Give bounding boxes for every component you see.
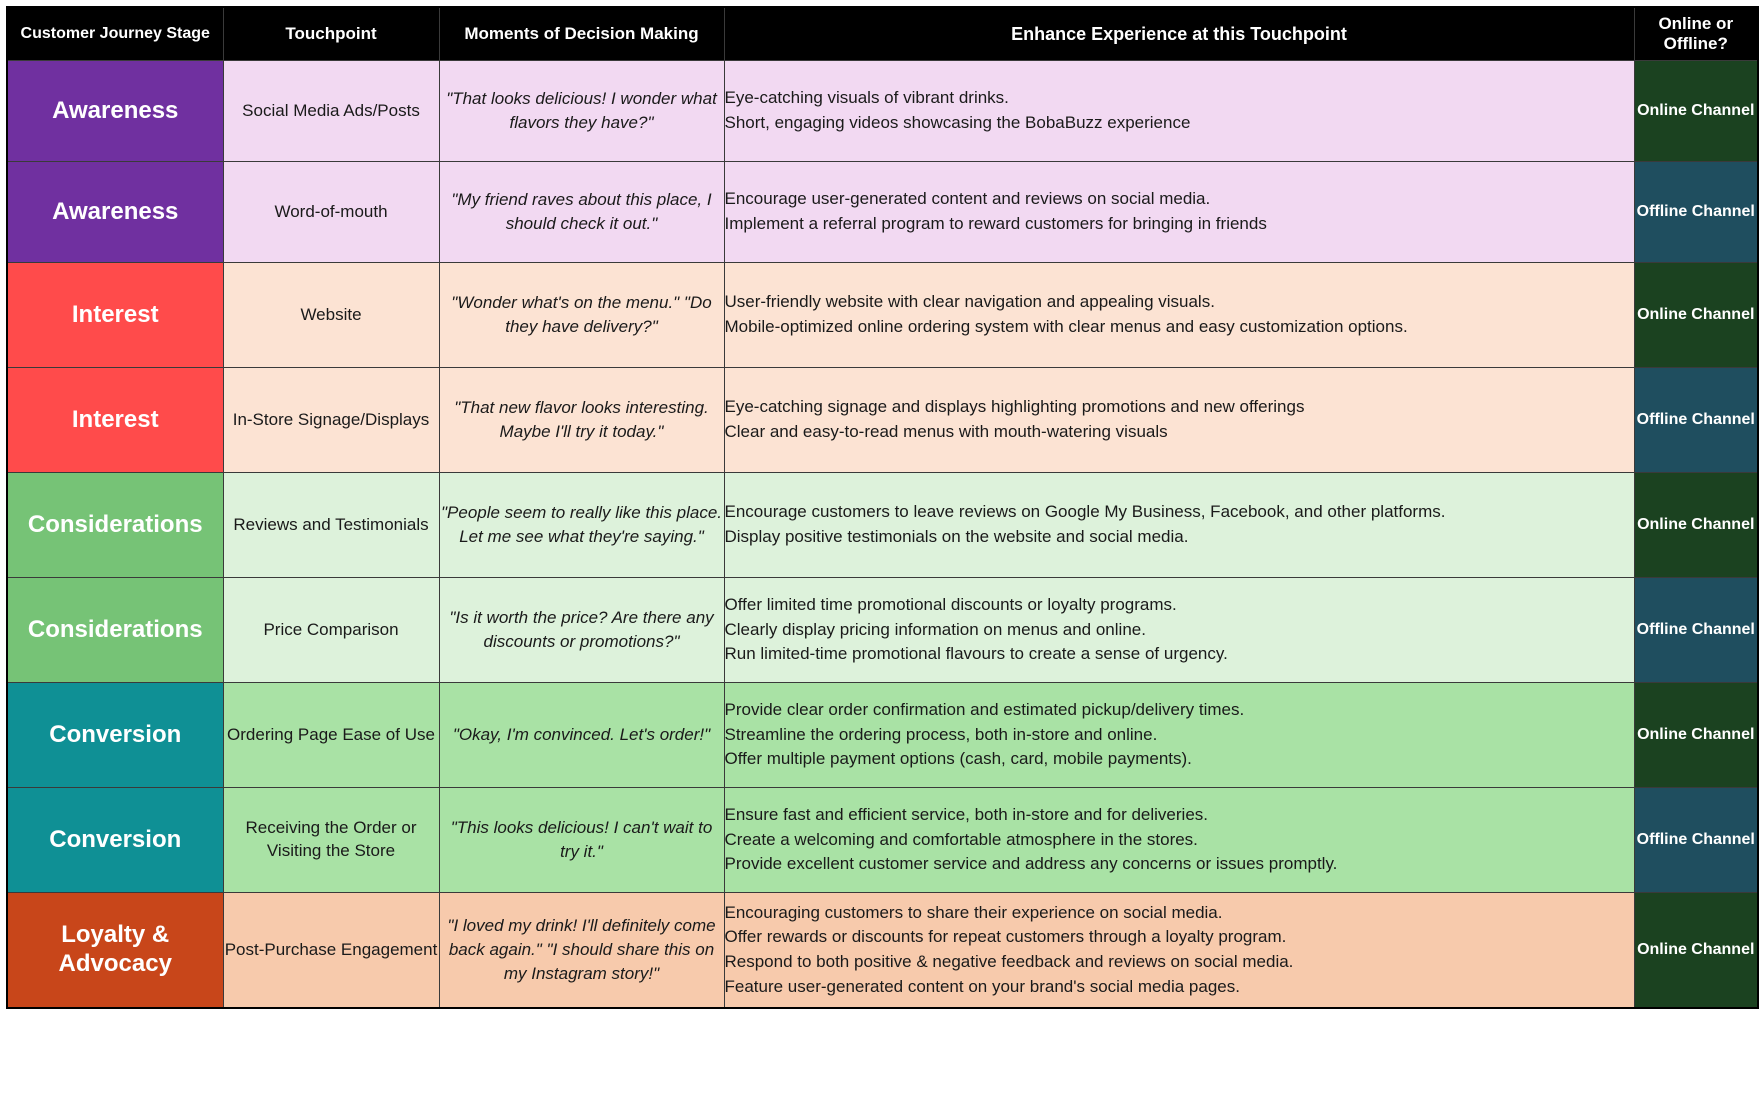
enhance-line: Encourage user-generated content and reviews on social media. [724, 189, 1211, 209]
enhance-cell [724, 578, 1634, 683]
enhance-line: Respond to both positive & negative feedback and reviews on social media. [724, 952, 1294, 971]
enhance-line: Provide excellent customer service and address any concerns or issues promptly. [724, 854, 1338, 874]
column-header-touchpoint: Touchpoint [223, 7, 439, 61]
channel-cell: Online Channel [1634, 473, 1758, 578]
enhance-line: Feature user-generated content on your brand's social media pages. [724, 976, 1240, 996]
moment-cell: "Wonder what's on the menu." "Do they have delivery?" [439, 263, 724, 368]
table-row [7, 61, 1758, 162]
touchpoint-cell: Reviews and Testimonials [223, 473, 439, 578]
moment-cell: "My friend raves about this place, I should check it out." [439, 162, 724, 263]
table-row [7, 162, 1758, 263]
moment-cell: "Is it worth the price? Are there any discounts or promotions?" [439, 578, 724, 683]
touchpoint-cell: Word-of-mouth [223, 162, 439, 263]
enhance-cell [724, 263, 1634, 368]
channel-cell: Online Channel [1634, 61, 1758, 162]
touchpoint-cell: Social Media Ads/Posts [223, 61, 439, 162]
moment-cell: "This looks delicious! I can't wait to try it." [439, 788, 724, 893]
touchpoint-cell: Ordering Page Ease of Use [223, 683, 439, 788]
stage-cell: Loyalty & Advocacy [7, 893, 223, 1009]
table-header [7, 7, 1758, 61]
channel-cell: Online Channel [1634, 263, 1758, 368]
channel-cell: Online Channel [1634, 893, 1758, 1009]
table-row [7, 578, 1758, 683]
enhance-line: Offer multiple payment options (cash, card, mobile payments). [724, 749, 1192, 769]
enhance-cell [724, 788, 1634, 893]
table-row [7, 368, 1758, 473]
enhance-line: Clear and easy-to-read menus with mouth-watering visuals [724, 422, 1168, 441]
touchpoint-cell: Price Comparison [223, 578, 439, 683]
enhance-line: Implement a referral program to reward customers for bringing in friends [724, 214, 1267, 233]
table-row [7, 683, 1758, 788]
channel-cell: Offline Channel [1634, 368, 1758, 473]
enhance-line: User-friendly website with clear navigation and appealing visuals. [724, 292, 1215, 312]
enhance-line: Run limited-time promotional flavours to create a sense of urgency. [724, 644, 1228, 664]
header-row [7, 7, 1758, 61]
moment-cell: "People seem to really like this place. Let me see what they're saying." [439, 473, 724, 578]
enhance-line: Clearly display pricing information on menus and online. [724, 619, 1146, 639]
enhance-line: Offer rewards or discounts for repeat customers through a loyalty program. [724, 927, 1287, 947]
enhance-line: Streamline the ordering process, both in-store and online. [724, 724, 1158, 744]
stage-cell: Interest [7, 263, 223, 368]
touchpoint-cell: Website [223, 263, 439, 368]
table-row [7, 473, 1758, 578]
enhance-line: Ensure fast and efficient service, both in-store and for deliveries. [724, 805, 1208, 825]
column-header-channel: Online or Offline? [1634, 7, 1758, 61]
enhance-line: Create a welcoming and comfortable atmosphere in the stores. [724, 829, 1198, 849]
stage-cell: Considerations [7, 473, 223, 578]
channel-cell: Offline Channel [1634, 578, 1758, 683]
enhance-cell [724, 162, 1634, 263]
enhance-cell [724, 368, 1634, 473]
touchpoint-cell: In-Store Signage/Displays [223, 368, 439, 473]
stage-cell: Interest [7, 368, 223, 473]
enhance-cell [724, 893, 1634, 1009]
enhance-line: Eye-catching visuals of vibrant drinks. [724, 88, 1009, 108]
table-row [7, 263, 1758, 368]
stage-cell: Considerations [7, 578, 223, 683]
column-header-moments: Moments of Decision Making [439, 7, 724, 61]
enhance-line: Display positive testimonials on the website and social media. [724, 527, 1189, 546]
stage-cell: Conversion [7, 788, 223, 893]
column-header-stage: Customer Journey Stage [7, 7, 223, 61]
enhance-line: Eye-catching signage and displays highlighting promotions and new offerings [724, 397, 1305, 417]
moment-cell: "I loved my drink! I'll definitely come back again." "I should share this on my Instagram story!" [439, 893, 724, 1009]
touchpoint-cell: Post-Purchase Engagement [223, 893, 439, 1009]
channel-cell: Offline Channel [1634, 788, 1758, 893]
enhance-line: Provide clear order confirmation and estimated pickup/delivery times. [724, 700, 1245, 720]
stage-cell: Awareness [7, 61, 223, 162]
table-row [7, 788, 1758, 893]
table-body [7, 61, 1758, 1009]
touchpoint-cell: Receiving the Order or Visiting the Store [223, 788, 439, 893]
moment-cell: "Okay, I'm convinced. Let's order!" [439, 683, 724, 788]
enhance-line: Mobile-optimized online ordering system with clear menus and easy customization options. [724, 317, 1408, 336]
stage-cell: Conversion [7, 683, 223, 788]
moment-cell: "That new flavor looks interesting. Maybe I'll try it today." [439, 368, 724, 473]
table-row [7, 893, 1758, 1009]
channel-cell: Offline Channel [1634, 162, 1758, 263]
stage-cell: Awareness [7, 162, 223, 263]
enhance-line: Short, engaging videos showcasing the BobaBuzz experience [724, 113, 1191, 132]
enhance-line: Offer limited time promotional discounts or loyalty programs. [724, 595, 1177, 615]
channel-cell: Online Channel [1634, 683, 1758, 788]
enhance-cell [724, 473, 1634, 578]
journey-table [6, 6, 1759, 1009]
enhance-line: Encouraging customers to share their experience on social media. [724, 902, 1223, 922]
moment-cell: "That looks delicious! I wonder what flavors they have?" [439, 61, 724, 162]
enhance-cell [724, 61, 1634, 162]
enhance-line: Encourage customers to leave reviews on Google My Business, Facebook, and other platforms. [724, 502, 1446, 522]
enhance-cell [724, 683, 1634, 788]
column-header-enhance: Enhance Experience at this Touchpoint [724, 7, 1634, 61]
